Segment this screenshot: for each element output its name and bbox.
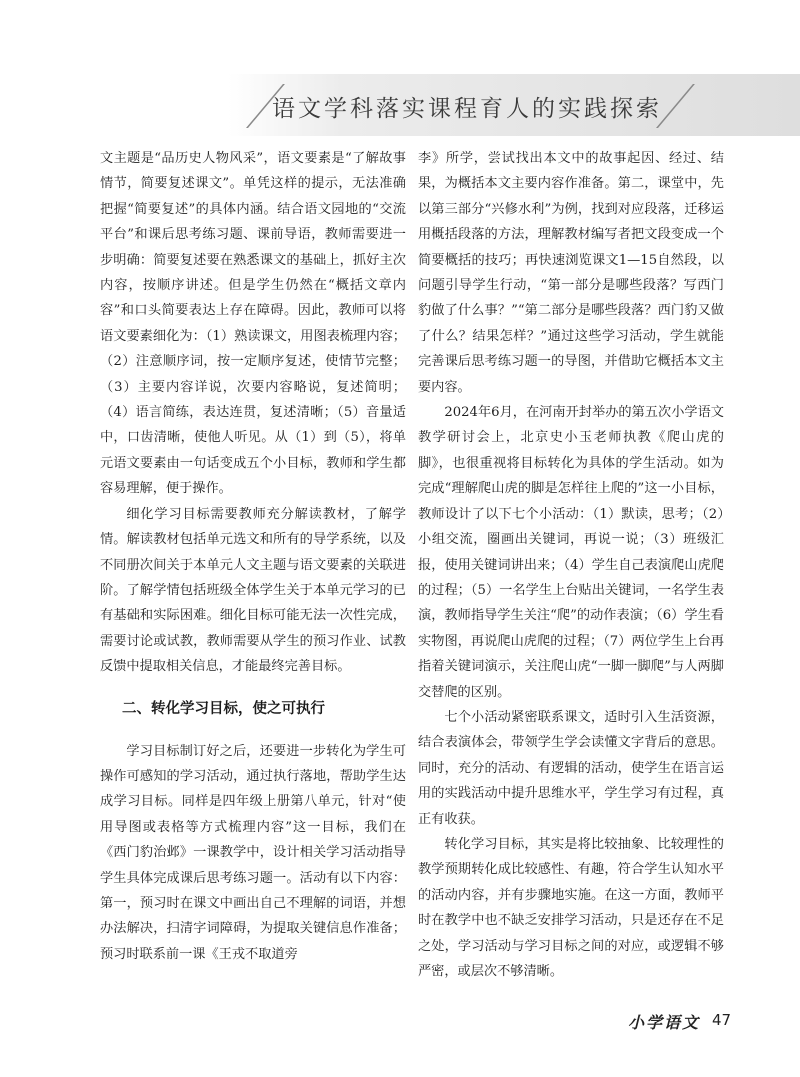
left-paragraph-1: 文主题是“品历史人物风采”，语文要素是“了解故事情节，简要复述课文”。单凭这样的提示，无法准确把握“简要复述”的具体内涵。结合语文园地的“交流平台”和课后思考练习题、课前导语，教师需要进一步明确：简要复述要在熟悉课文的基础上，抓好主次内容，按顺序讲述。但是学生仍然在“概括文章内容”和口头简要表达上存在障碍。因此，教师可以将语文要素细化为：（1）熟读课文，用图表梳理内容；（2）注意顺序词，按一定顺序复述，使情节完整；（3）主要内容详说，次要内容略说，复述简明；（4）语言简练，表达连贯，复述清晰；（5）音量适中，口齿清晰，使他人听见。从（1）到（5），将单元语文要素由一句话变成五个小目标，教师和学生都容易理解，便于操作。 [100,151,406,497]
page-footer [628,1010,748,1034]
right-paragraph-4: 转化学习目标，其实是将比较抽象、比较理性的教学预期转化成比较感性、有趣，符合学生认知水平的活动内容，并有步骤地实施。在这一方面，教师平时在教学中也不缺乏安排学习活动，只是还存在不足之处，学习活动与学习目标之间的对应，或逻辑不够严密，或层次不够清晰。 [418,836,724,979]
header-title: 语文学科落实课程育人的实践探索 [272,96,662,122]
header-banner [228,74,800,136]
right-paragraph-1: 李》所学，尝试找出本文中的故事起因、经过、结果，为概括本文主要内容作准备。第二，课堂中，先以第三部分“兴修水利”为例，找到对应段落，迁移运用概括段落的方法，理解教材编写者把文段变成一个简要概括的技巧；再快速浏览课文1—15自然段，以问题引导学生行动，“第一部分是哪些段落？写西门豹做了什么事？”“第二部分是哪些段落？西门豹又做了什么？结果怎样？”通过这些学习活动，学生就能完善课后思考练习题一的导图，并借助它概括本文主要内容。 [418,151,724,395]
section-heading: 二、转化学习目标，使之可执行 [122,700,325,717]
left-paragraph-3: 学习目标制订好之后，还要进一步转化为学生可操作可感知的学习活动，通过执行落地，帮助学生达成学习目标。同样是四年级上册第八单元，针对“使用导图或表格等方式梳理内容”这一目标，我们在《西门豹治邺》一课教学中，设计相关学习活动指导学生具体完成课后思考练习题一。活动有以下内容：第一，预习时在课文中画出自己不理解的词语，并想办法解决，扫清字词障碍，为提取关键信息作准备；预习时联系前一课《王戎不取道旁 [100,743,406,962]
right-column [418,146,724,984]
right-paragraph-3: 七个小活动紧密联系课文，适时引入生活资源，结合表演体会，带领学生学会读懂文字背后的意思。同时，充分的活动、有逻辑的活动，使学生在语言运用的实践活动中提升思维水平，学生学习有过程，真正有收获。 [418,709,724,827]
journal-name: 小学语文 [628,1013,701,1032]
page-number: 47 [712,1011,732,1029]
right-paragraph-2: 2024年6月，在河南开封举办的第五次小学语文教学研讨会上，北京史小玉老师执教《爬山虎的脚》，也很重视将目标转化为具体的学生活动。如为完成“理解爬山虎的脚是怎样往上爬的”这一小目标，教师设计了以下七个小活动：（1）默读，思考；（2）小组交流，圈画出关键词，再说一说；（3）班级汇报，使用关键词讲出来；（4）学生自己表演爬山虎爬的过程；（5）一名学生上台贴出关键词，一名学生表演，教师指导学生关注“爬”的动作表演；（6）学生看实物图，再说爬山虎爬的过程；（7）两位学生上台再指着关键词演示，关注爬山虎“一脚一脚爬”与人两脚交替爬的区别。 [418,405,724,700]
left-paragraph-2: 细化学习目标需要教师充分解读教材，了解学情。解读教材包括单元选文和所有的导学系统，以及不同册次间关于本单元人文主题与语文要素的关联进阶。了解学情包括班级全体学生关于本单元学习的已有基础和实际困难。细化目标可能无法一次性完成，需要讨论或试教，教师需要从学生的预习作业、试教反馈中提取相关信息，才能最终完善目标。 [100,506,406,675]
left-column [100,146,406,967]
